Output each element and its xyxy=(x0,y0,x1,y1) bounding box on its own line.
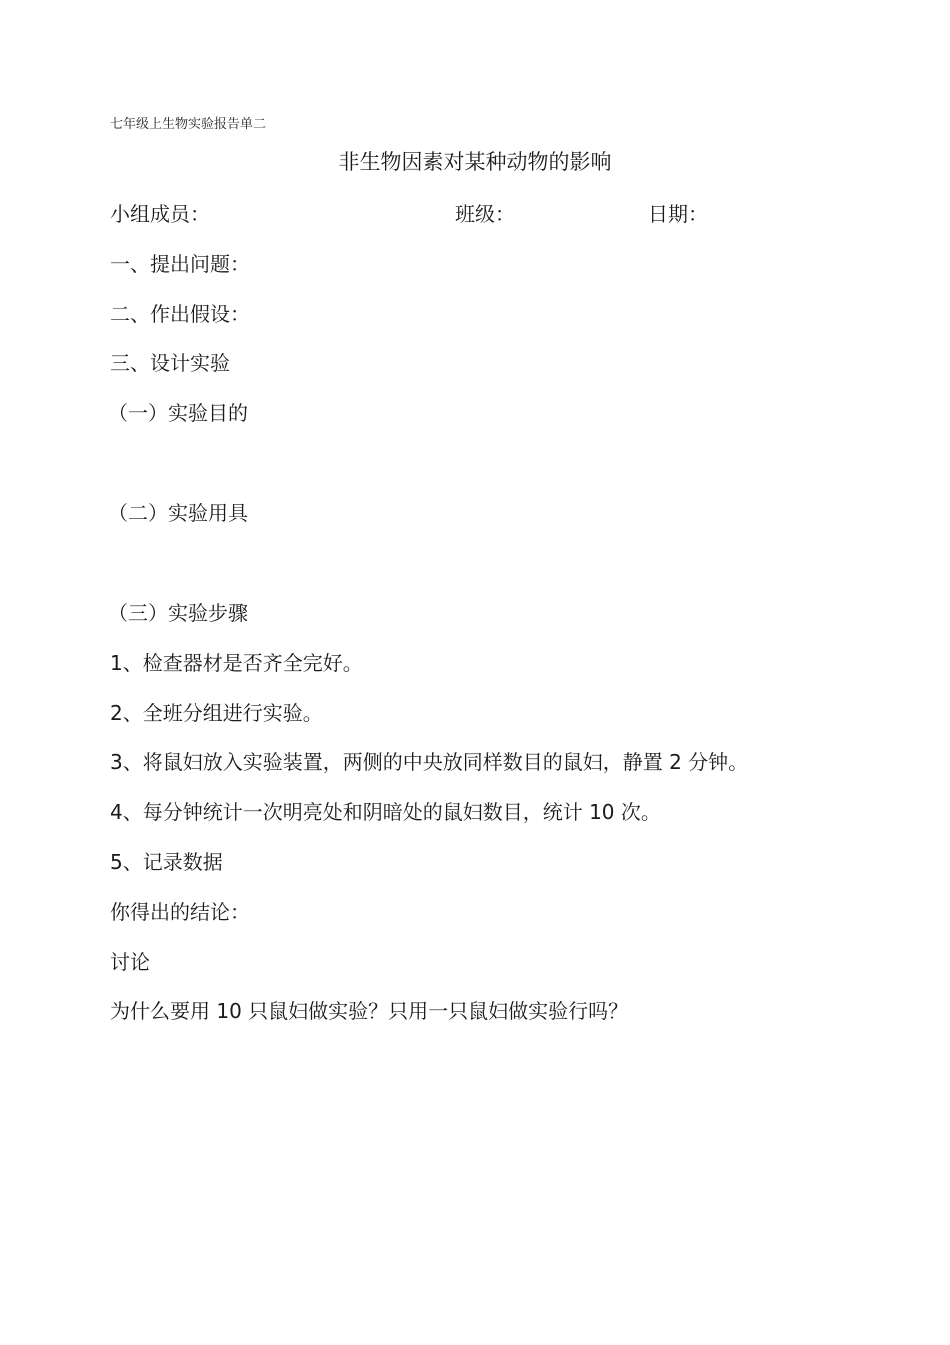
step-item: 1、检查器材是否齐全完好。 xyxy=(110,651,363,675)
subsection-purpose: （一）实验目的 xyxy=(108,401,248,425)
subsection-steps: （三）实验步骤 xyxy=(108,601,248,625)
page-title: 非生物因素对某种动物的影响 xyxy=(338,150,612,174)
discussion-question: 为什么要用 10 只鼠妇做实验？只用一只鼠妇做实验行吗？ xyxy=(110,999,629,1023)
section-design: 三、设计实验 xyxy=(110,351,230,375)
step-item: 3、将鼠妇放入实验装置，两侧的中央放同样数目的鼠妇，静置 2 分钟。 xyxy=(110,750,749,774)
members-label: 小组成员： xyxy=(110,202,210,226)
discussion-label: 讨论 xyxy=(110,950,150,974)
date-label: 日期： xyxy=(648,202,708,226)
step-item: 5、记录数据 xyxy=(110,850,223,874)
step-item: 2、全班分组进行实验。 xyxy=(110,701,323,725)
conclusion-label: 你得出的结论： xyxy=(110,900,250,924)
step-item: 4、每分钟统计一次明亮处和阴暗处的鼠妇数目，统计 10 次。 xyxy=(110,800,661,824)
section-hypothesis: 二、作出假设： xyxy=(110,302,250,326)
class-label: 班级： xyxy=(455,202,515,226)
subsection-tools: （二）实验用具 xyxy=(108,501,248,525)
section-question: 一、提出问题： xyxy=(110,252,250,276)
header-note: 七年级上生物实验报告单二 xyxy=(110,117,267,132)
